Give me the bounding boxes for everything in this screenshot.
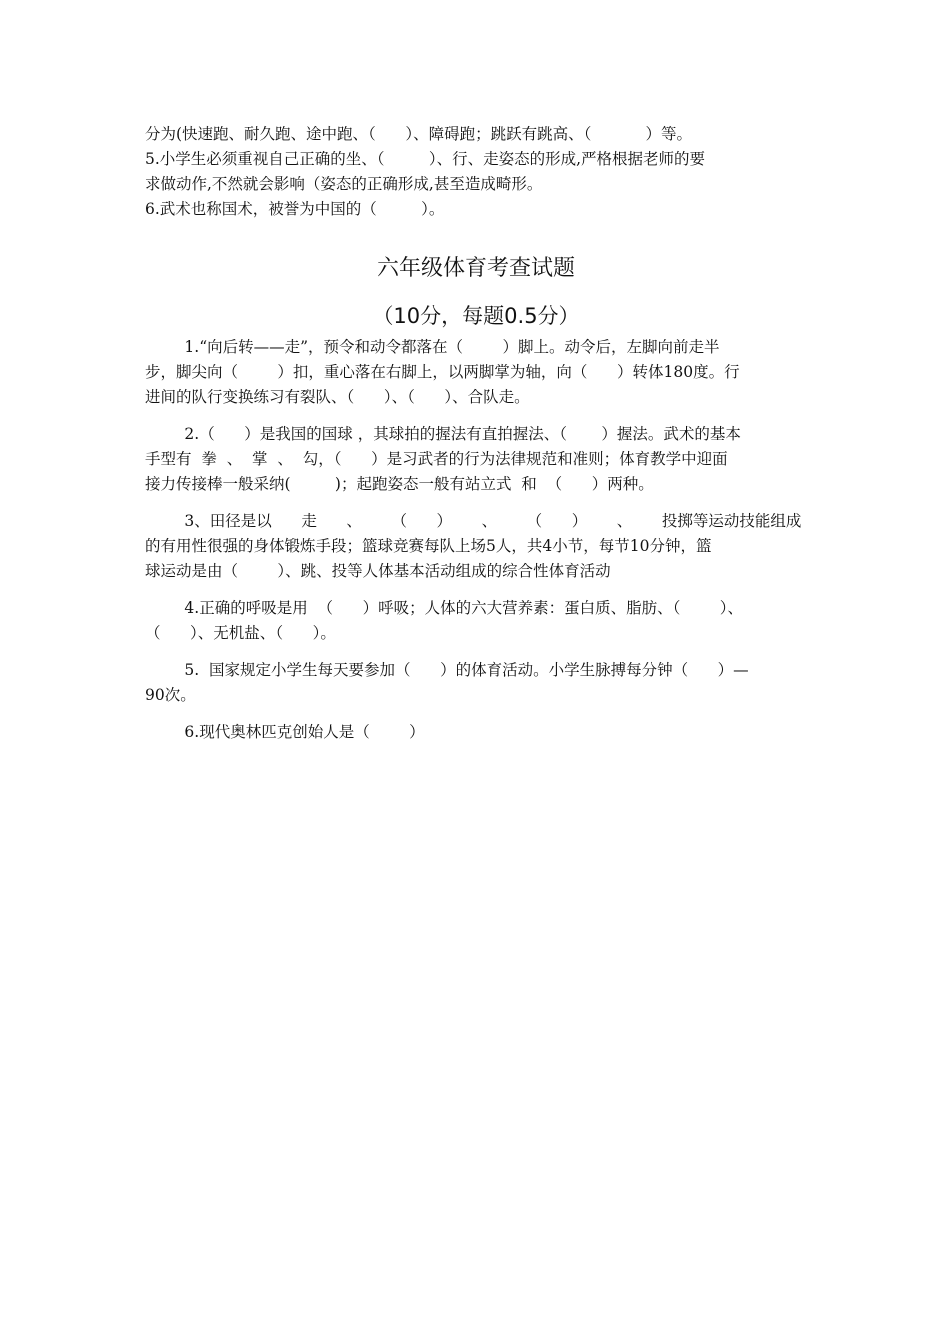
text-line: 接力传接棒一般采纳( )；起跑姿态一般有站立式 和 （ ）两种。 bbox=[145, 475, 654, 493]
text-line: 分为(快速跑、耐久跑、途中跑、（ ）、障碍跑；跳跃有跳高、（ ）等。 bbox=[145, 125, 693, 143]
document-content bbox=[145, 122, 807, 757]
text-line: 90次。 bbox=[145, 686, 196, 704]
text-line: 5. 国家规定小学生每天要参加（ ）的体育活动。小学生脉搏每分钟（ ）— bbox=[145, 661, 749, 679]
text-line: 求做动作,不然就会影响（姿态的正确形成,甚至造成畸形。 bbox=[145, 175, 543, 193]
exam-title: 六年级体育考查试题 bbox=[376, 256, 575, 281]
text-line: 的有用性很强的身体锻炼手段；篮球竞赛每队上场5人，共4小节，每节10分钟，篮 bbox=[145, 537, 712, 555]
text-line: 1.“向后转——走”，预令和动令都落在（ ）脚上。动令后，左脚向前走半 bbox=[145, 338, 720, 356]
text-line: （ ）、无机盐、（ ）。 bbox=[145, 624, 336, 642]
exam-subtitle: （10分，每题0.5分） bbox=[372, 304, 580, 328]
question-4 bbox=[145, 596, 807, 646]
text-line: 4.正确的呼吸是用 （ ）呼吸；人体的六大营养素：蛋白质、脂肪、（ ）、 bbox=[145, 599, 744, 617]
text-line: 6.武术也称国术，被誉为中国的（ ）。 bbox=[145, 200, 445, 218]
text-line: 2.（ ）是我国的国球 ，其球拍的握法有直拍握法、（ ）握法。武术的基本 bbox=[145, 425, 741, 443]
question-5 bbox=[145, 658, 807, 708]
text-line: 进间的队行变换练习有裂队、（ ）、（ ）、合队走。 bbox=[145, 388, 530, 406]
text-line: 球运动是由（ ）、跳、投等人体基本活动组成的综合性体育活动 bbox=[145, 562, 611, 580]
question-6 bbox=[145, 720, 807, 745]
continued-section bbox=[145, 122, 807, 222]
question-3 bbox=[145, 509, 807, 584]
text-line: 6.现代奥林匹克创始人是（ ） bbox=[145, 723, 425, 741]
text-line: 手型有 拳 、 掌 、 勾，（ ）是习武者的行为法律规范和准则；体育教学中迎面 bbox=[145, 450, 728, 468]
question-2 bbox=[145, 422, 807, 497]
text-line: 3、田径是以 走 、 （ ） 、 （ ） 、 投掷等运动技能组成 bbox=[145, 512, 802, 530]
text-line: 5.小学生必须重视自己正确的坐、（ ）、行、走姿态的形成,严格根据老师的要 bbox=[145, 150, 706, 168]
question-1 bbox=[145, 335, 807, 410]
text-line: 步，脚尖向（ ）扣，重心落在右脚上，以两脚掌为轴，向（ ）转体180度。行 bbox=[145, 363, 740, 381]
